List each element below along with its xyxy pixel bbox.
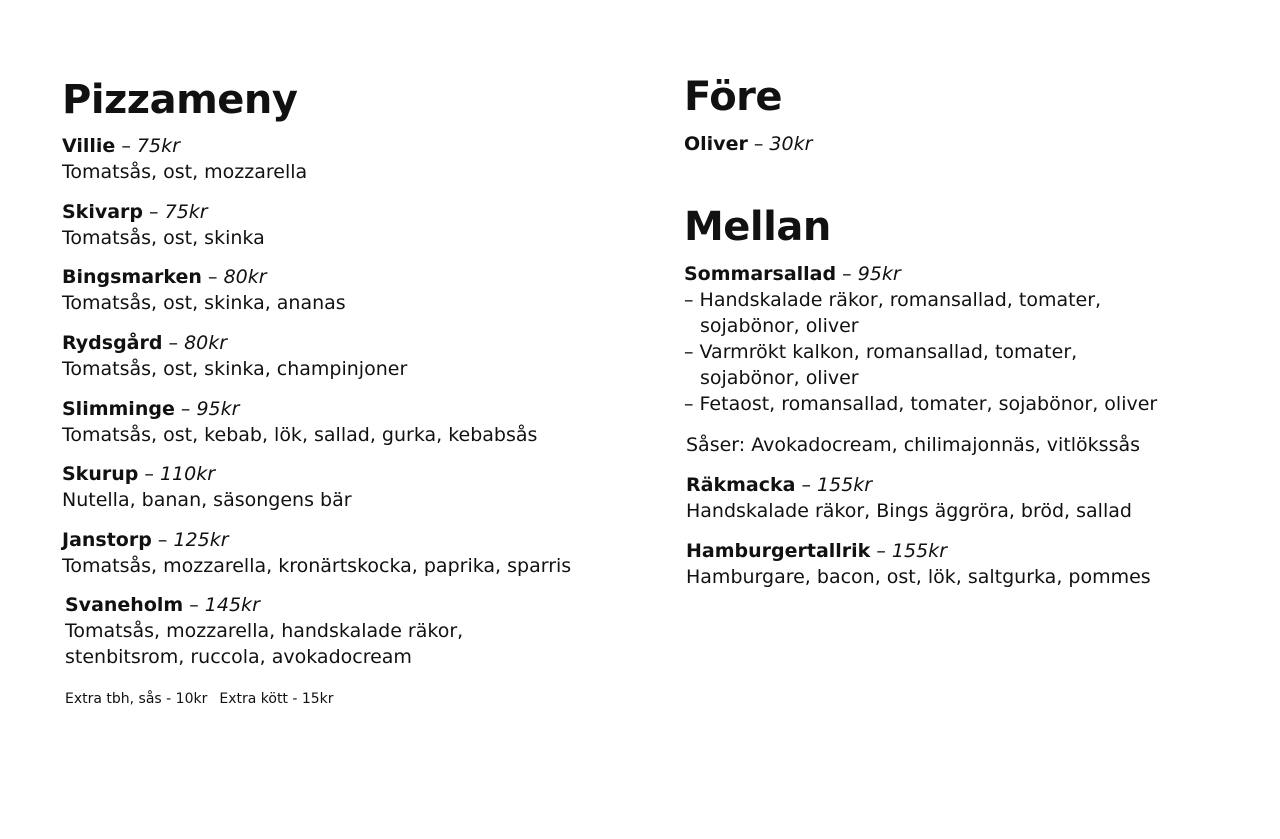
item-name: Janstorp: [62, 529, 152, 551]
item-description-line: stenbitsrom, ruccola, avokadocream: [65, 646, 412, 668]
item-price: 30kr: [769, 133, 813, 155]
extras-note: [65, 690, 334, 708]
item-name: Skurup: [62, 463, 139, 485]
item-description: Tomatsås, ost, mozzarella: [62, 161, 308, 183]
item-name: Oliver: [684, 133, 748, 155]
menu-item-rakmacka: Räkmacka – 155kr Handskalade räkor, Bings äggröra, bröd, sallad: [686, 474, 1132, 522]
item-name: Skivarp: [62, 201, 144, 223]
menu-item-sommarsallad: Sommarsallad – 95kr – Handskalade räkor, romansallad, tomater, sojabönor, oliver – Varmrökt kalkon, romansallad, tomater, sojabönor, oliver – Fetaost, romansallad, tomater, sojabönor, oliver: [684, 261, 1194, 417]
salad-option: – Varmrökt kalkon, romansallad, tomater, sojabönor, oliver: [684, 341, 1078, 389]
menu-item-svaneholm: Svaneholm – 145kr Tomatsås, mozzarella, handskalade räkor, stenbitsrom, ruccola, avokadocream: [65, 594, 464, 668]
item-price: 155kr: [891, 540, 948, 562]
menu-item-skivarp: Skivarp – 75kr Tomatsås, ost, skinka: [62, 201, 265, 249]
item-description: Tomatsås, mozzarella, kronärtskocka, paprika, sparris: [62, 555, 572, 577]
menu-item-janstorp: Janstorp – 125kr Tomatsås, mozzarella, kronärtskocka, paprika, sparris: [62, 529, 572, 577]
extra-sauce-price: Extra tbh, sås - 10kr: [65, 691, 208, 707]
salad-option: – Handskalade räkor, romansallad, tomater, sojabönor, oliver: [684, 289, 1102, 337]
salad-option: – Fetaost, romansallad, tomater, sojabönor, oliver: [684, 393, 1158, 415]
item-description: Tomatsås, ost, skinka, ananas: [62, 292, 346, 314]
item-name: Hamburgertallrik: [686, 540, 871, 562]
item-description: Nutella, banan, säsongens bär: [62, 489, 352, 511]
item-price: 95kr: [857, 263, 901, 285]
pizzameny-heading: Pizzameny: [62, 77, 298, 123]
mellan-heading: Mellan: [684, 204, 831, 250]
item-price: 80kr: [184, 332, 228, 354]
menu-item-bingsmarken: Bingsmarken – 80kr Tomatsås, ost, skinka, ananas: [62, 266, 346, 314]
item-price: 95kr: [196, 398, 240, 420]
item-name: Sommarsallad: [684, 263, 837, 285]
item-name: Slimminge: [62, 398, 175, 420]
menu-item-oliver: Oliver – 30kr: [684, 133, 813, 155]
item-price: 145kr: [204, 594, 260, 616]
item-name: Svaneholm: [65, 594, 184, 616]
menu-item-villie: Villie – 75kr Tomatsås, ost, mozzarella: [62, 135, 308, 183]
item-price: 75kr: [164, 201, 208, 223]
item-name: Bingsmarken: [62, 266, 202, 288]
sauces-line: Såser: Avokadocream, chilimajonnäs, vitlökssås: [686, 434, 1141, 456]
fore-heading: Före: [684, 74, 783, 120]
item-description: Hamburgare, bacon, ost, lök, saltgurka, pommes: [686, 566, 1151, 588]
item-description-line: Tomatsås, mozzarella, handskalade räkor,: [65, 620, 464, 642]
item-description: Handskalade räkor, Bings äggröra, bröd, sallad: [686, 500, 1132, 522]
menu-item-rydsgard: Rydsgård – 80kr Tomatsås, ost, skinka, champinjoner: [62, 332, 408, 380]
item-name: Räkmacka: [686, 474, 796, 496]
menu-item-slimminge: Slimminge – 95kr Tomatsås, ost, kebab, lök, sallad, gurka, kebabsås: [62, 398, 538, 446]
item-price: 80kr: [223, 266, 267, 288]
item-price: 155kr: [817, 474, 873, 496]
item-description: Tomatsås, ost, kebab, lök, sallad, gurka, kebabsås: [62, 424, 538, 446]
item-name: Villie: [62, 135, 116, 157]
menu-item-skurup: Skurup – 110kr Nutella, banan, säsongens bär: [62, 463, 352, 511]
extra-meat-price: Extra kött - 15kr: [219, 691, 334, 707]
item-price: 125kr: [173, 529, 229, 551]
item-name: Rydsgård: [62, 332, 163, 354]
item-description: Tomatsås, ost, skinka, champinjoner: [62, 358, 408, 380]
item-price: 110kr: [159, 463, 216, 485]
item-price: 75kr: [136, 135, 180, 157]
item-description: Tomatsås, ost, skinka: [62, 227, 265, 249]
menu-item-hamburgertallrik: Hamburgertallrik – 155kr Hamburgare, bacon, ost, lök, saltgurka, pommes: [686, 540, 1151, 588]
